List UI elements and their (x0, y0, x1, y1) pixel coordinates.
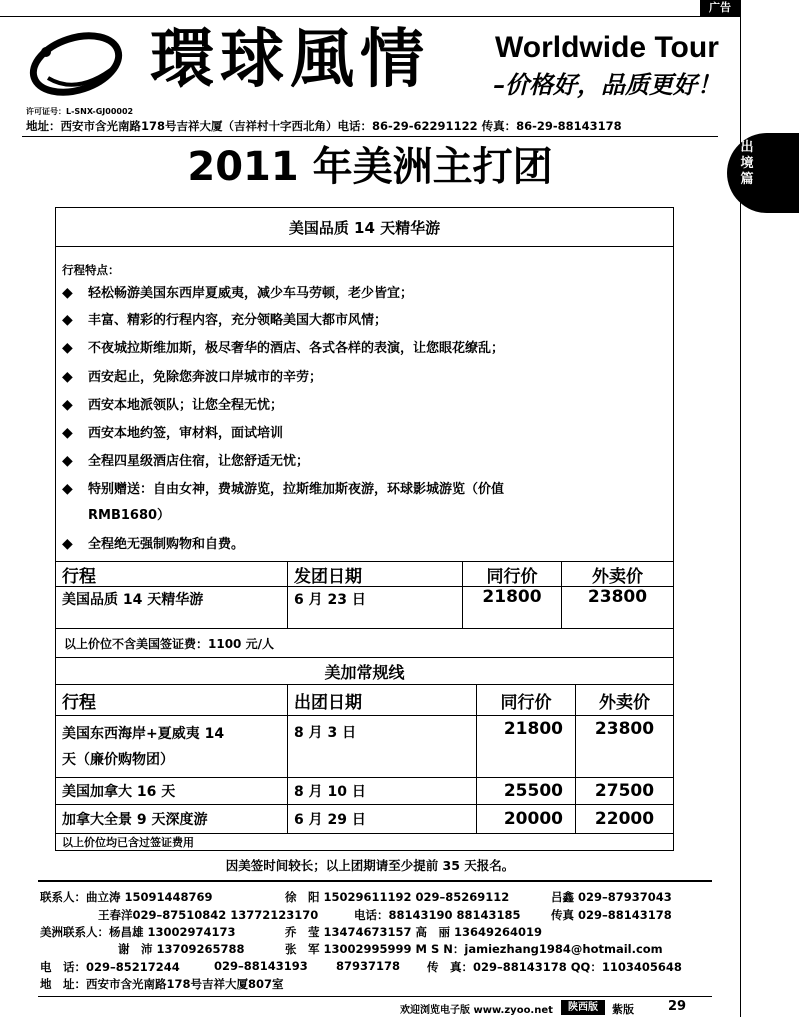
table2-route: 加拿大全景 9 天深度游 (55, 804, 288, 834)
feature-item: ◆ 全程绝无强制购物和自费。 (62, 536, 245, 552)
footer-edition: 紫版 (612, 1003, 634, 1016)
table2-date: 6 月 29 日 (287, 804, 477, 834)
america-contact: 美洲联系人：杨昌雄 13002974173 (40, 925, 236, 939)
table1-header-retail-price: 外卖价 (561, 561, 674, 587)
table2-peer-price: 20000 (476, 804, 576, 834)
table1-header-route: 行程 (55, 561, 288, 587)
table2-header-date: 出团日期 (287, 684, 477, 716)
table2-date: 8 月 3 日 (287, 715, 477, 778)
header-divider (22, 136, 718, 137)
visa-included-note: 以上价位均已含过签证费用 (55, 833, 674, 851)
company-fax-qq: 传 真：029–88143178 QQ：1103405648 (427, 960, 682, 974)
table2-peer-price: 21800 (476, 715, 576, 778)
table2-retail-price: 27500 (575, 777, 674, 805)
tour1-title: 美国品质 14 天精华游 (55, 207, 674, 247)
diamond-bullet-icon: ◆ (62, 397, 73, 413)
america-contact: 谢 沛 13709265788 (118, 942, 245, 956)
table1-route: 美国品质 14 天精华游 (55, 586, 288, 629)
contact-person: 徐 阳 15029611192 029–85269112 (285, 890, 510, 904)
diamond-bullet-icon: ◆ (62, 312, 73, 328)
brand-name-en: Worldwide Tour (495, 31, 719, 64)
feature-item-continuation: RMB1680） (88, 508, 171, 523)
footer-divider (38, 996, 712, 997)
diamond-bullet-icon: ◆ (62, 536, 73, 552)
table2-date: 8 月 10 日 (287, 777, 477, 805)
brand-slogan: –价格好，品质更好！ (493, 70, 721, 99)
feature-item: ◆ 西安本地派领队；让您全程无忧； (62, 397, 284, 413)
table1-header-date: 发团日期 (287, 561, 463, 587)
feature-item: ◆ 全程四星级酒店住宿，让您舒适无忧； (62, 453, 310, 469)
diamond-bullet-icon: ◆ (62, 453, 73, 469)
brand-name-cn: 環球風情 (150, 23, 430, 97)
page-number: 29 (668, 999, 687, 1014)
globe-logo-icon (28, 26, 128, 98)
feature-item: ◆ 特别赠送：自由女神，费城游览，拉斯维加斯夜游，环球影城游览（价值 (62, 481, 505, 497)
feature-item: ◆ 不夜城拉斯维加斯，极尽奢华的酒店、各式各样的表演，让您眼花缭乱； (62, 340, 505, 356)
table2-route: 美国东西海岸+夏威夷 14 天（廉价购物团） (55, 715, 288, 778)
table2-header-retail-price: 外卖价 (575, 684, 674, 716)
footer-region-badge: 陕西版 (561, 1000, 605, 1015)
tour2-title: 美加常规线 (55, 657, 674, 685)
table2-header-route: 行程 (55, 684, 288, 716)
ad-tag: 广告 (700, 0, 740, 16)
feature-item: ◆ 西安起止，免除您奔波口岸城市的辛劳； (62, 369, 323, 385)
contact-person: 吕鑫 029–87937043 (551, 890, 672, 904)
diamond-bullet-icon: ◆ (62, 425, 73, 441)
table2-retail-price: 22000 (575, 804, 674, 834)
signup-notice: 因美签时间较长；以上团期请至少提前 35 天报名。 (225, 858, 515, 873)
america-contact: 张 军 13002995999 M S N：jamiezhang1984@hotmail.com (285, 942, 663, 956)
table1-date: 6 月 23 日 (287, 586, 463, 629)
table2-route: 美国加拿大 16 天 (55, 777, 288, 805)
company-address: 地址：西安市含光南路178号吉祥大厦（吉祥村十字西北角）电话：86-29-62291122 传真：86-29-88143178 (26, 119, 622, 133)
contact-divider (38, 880, 712, 882)
section-tab-label: 出境篇 (740, 140, 754, 187)
diamond-bullet-icon: ◆ (62, 285, 73, 301)
diamond-bullet-icon: ◆ (62, 369, 73, 385)
page-title: 2011 年美洲主打团 (187, 144, 553, 190)
table2-retail-price: 23800 (575, 715, 674, 778)
diamond-bullet-icon: ◆ (62, 481, 73, 497)
table2-header-peer-price: 同行价 (476, 684, 576, 716)
company-phone: 87937178 (336, 959, 401, 973)
contact-phone: 电话：88143190 88143185 (354, 908, 521, 922)
features-label: 行程特点： (62, 263, 120, 277)
company-phone: 029–88143193 (214, 959, 308, 973)
contact-person: 联系人：曲立涛 15091448769 (40, 890, 213, 904)
contact-fax: 传真 029–88143178 (551, 908, 672, 922)
visa-fee-note: 以上价位不含美国签证费：1100 元/人 (55, 628, 674, 658)
feature-item: ◆ 轻松畅游美国东西岸夏威夷，减少车马劳顿，老少皆宜； (62, 285, 414, 301)
company-address-bottom: 地 址：西安市含光南路178号吉祥大厦807室 (40, 977, 284, 991)
company-phone: 电 话：029–85217244 (40, 960, 180, 974)
contact-person: 王春洋029–87510842 13772123170 (98, 908, 319, 922)
table1-header-peer-price: 同行价 (462, 561, 562, 587)
table1-peer-price: 21800 (462, 586, 562, 629)
top-divider (0, 16, 740, 17)
america-contact: 乔 莹 13474673157 高 丽 13649264019 (285, 925, 543, 939)
feature-item: ◆ 西安本地约签，审材料，面试培训 (62, 425, 284, 441)
footer-website: 欢迎浏览电子版 www.zyoo.net (400, 1005, 553, 1016)
table1-retail-price: 23800 (561, 586, 674, 629)
diamond-bullet-icon: ◆ (62, 340, 73, 356)
feature-item: ◆ 丰富、精彩的行程内容，充分领略美国大都市风情； (62, 312, 388, 328)
table2-peer-price: 25500 (476, 777, 576, 805)
license-number: 许可证号：L-SNX-GJ00002 (26, 107, 134, 116)
